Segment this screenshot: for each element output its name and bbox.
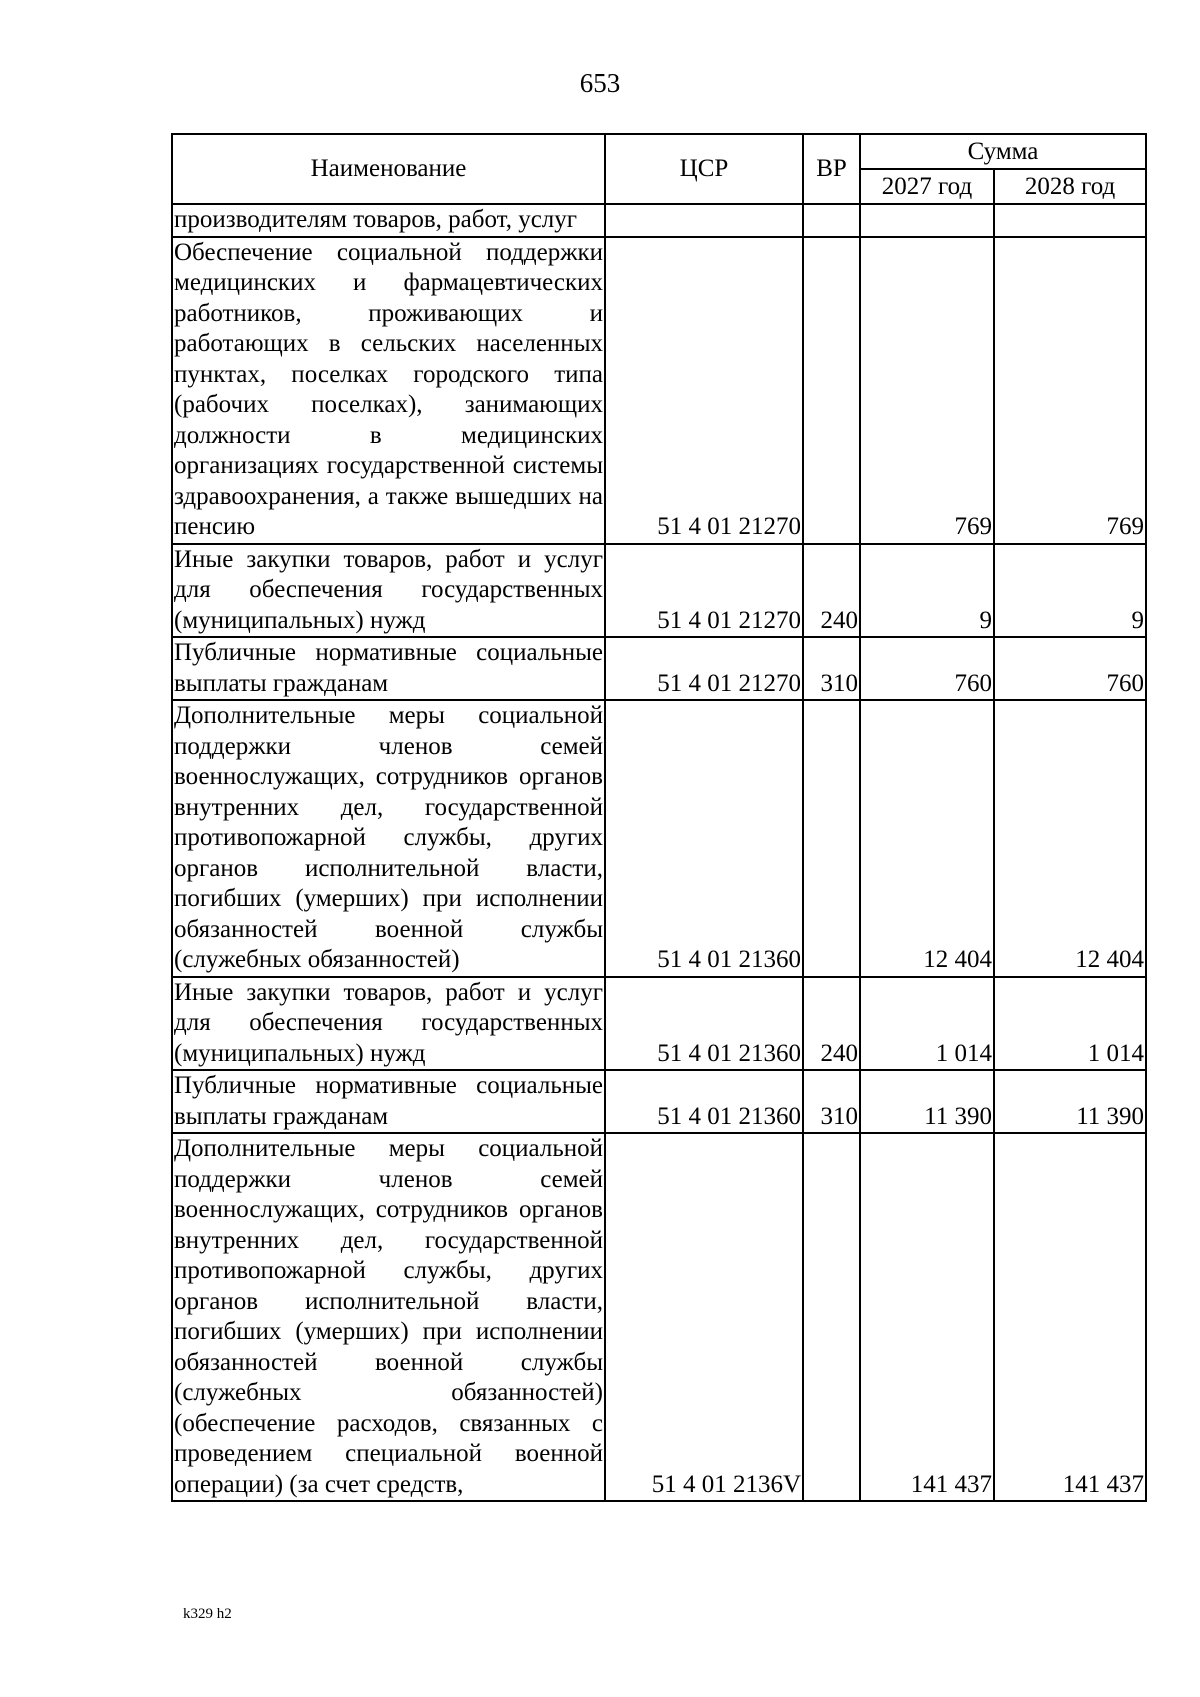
row-csr: 51 4 01 21270 (605, 237, 803, 544)
row-name: Дополнительные меры социальной поддержки членов семей военнослужащих, сотрудников органов внутренних дел, государственной противопожарной службы, других органов исполнительной власти, погибших (умерших) при исполнении обязанностей военной службы (служебных обязанностей) (обеспечение расходов, связанных с проведением специальной военной операции) (за счет средств, (172, 1133, 605, 1501)
table-row (172, 1133, 1146, 1501)
row-vr: 240 (803, 977, 860, 1071)
row-csr: 51 4 01 21360 (605, 1070, 803, 1133)
table-row (172, 977, 1146, 1071)
row-sum-2028 (994, 204, 1146, 237)
row-sum-2028: 760 (994, 637, 1146, 700)
header-vr: ВР (803, 134, 860, 204)
row-sum-2027: 11 390 (860, 1070, 994, 1133)
row-vr (803, 237, 860, 544)
row-name: производителям товаров, работ, услуг (172, 204, 605, 237)
row-name: Обеспечение социальной поддержки медицинских и фармацевтических работников, проживающих и работающих в сельских населенных пунктах, поселках городского типа (рабочих поселках), занимающих должности в медицинских организациях государственной системы здравоохранения, а также вышедших на пенсию (172, 237, 605, 544)
row-name: Иные закупки товаров, работ и услуг для обеспечения государственных (муниципальных) нужд (172, 977, 605, 1071)
row-vr: 240 (803, 544, 860, 638)
row-vr (803, 204, 860, 237)
row-name: Публичные нормативные социальные выплаты гражданам (172, 637, 605, 700)
table-row (172, 237, 1146, 544)
row-csr: 51 4 01 21360 (605, 977, 803, 1071)
row-vr: 310 (803, 637, 860, 700)
row-sum-2027 (860, 204, 994, 237)
row-sum-2027: 12 404 (860, 700, 994, 977)
row-sum-2028: 11 390 (994, 1070, 1146, 1133)
row-sum-2028: 9 (994, 544, 1146, 638)
row-vr (803, 700, 860, 977)
row-csr: 51 4 01 21270 (605, 637, 803, 700)
header-name: Наименование (172, 134, 605, 204)
header-sum: Сумма (860, 134, 1146, 169)
row-csr (605, 204, 803, 237)
table-header-row (172, 134, 1146, 169)
row-sum-2027: 1 014 (860, 977, 994, 1071)
row-name: Дополнительные меры социальной поддержки членов семей военнослужащих, сотрудников органов внутренних дел, государственной противопожарной службы, других органов исполнительной власти, погибших (умерших) при исполнении обязанностей военной службы (служебных обязанностей) (172, 700, 605, 977)
row-sum-2027: 9 (860, 544, 994, 638)
table-row (172, 700, 1146, 977)
table-row (172, 1070, 1146, 1133)
row-name: Иные закупки товаров, работ и услуг для обеспечения государственных (муниципальных) нужд (172, 544, 605, 638)
table-row (172, 204, 1146, 237)
row-vr (803, 1133, 860, 1501)
row-sum-2028: 12 404 (994, 700, 1146, 977)
footer-code: k329 h2 (183, 1606, 232, 1622)
header-year-2027: 2027 год (860, 169, 994, 204)
table-row (172, 544, 1146, 638)
row-csr: 51 4 01 2136V (605, 1133, 803, 1501)
page-number: 653 (579, 68, 621, 98)
row-sum-2028: 769 (994, 237, 1146, 544)
header-csr: ЦСР (605, 134, 803, 204)
row-name: Публичные нормативные социальные выплаты гражданам (172, 1070, 605, 1133)
row-vr: 310 (803, 1070, 860, 1133)
row-sum-2027: 141 437 (860, 1133, 994, 1501)
row-sum-2028: 1 014 (994, 977, 1146, 1071)
row-sum-2028: 141 437 (994, 1133, 1146, 1501)
row-csr: 51 4 01 21270 (605, 544, 803, 638)
row-csr: 51 4 01 21360 (605, 700, 803, 977)
header-year-2028: 2028 год (994, 169, 1146, 204)
row-sum-2027: 769 (860, 237, 994, 544)
budget-table (171, 133, 1147, 1502)
table-row (172, 637, 1146, 700)
row-sum-2027: 760 (860, 637, 994, 700)
